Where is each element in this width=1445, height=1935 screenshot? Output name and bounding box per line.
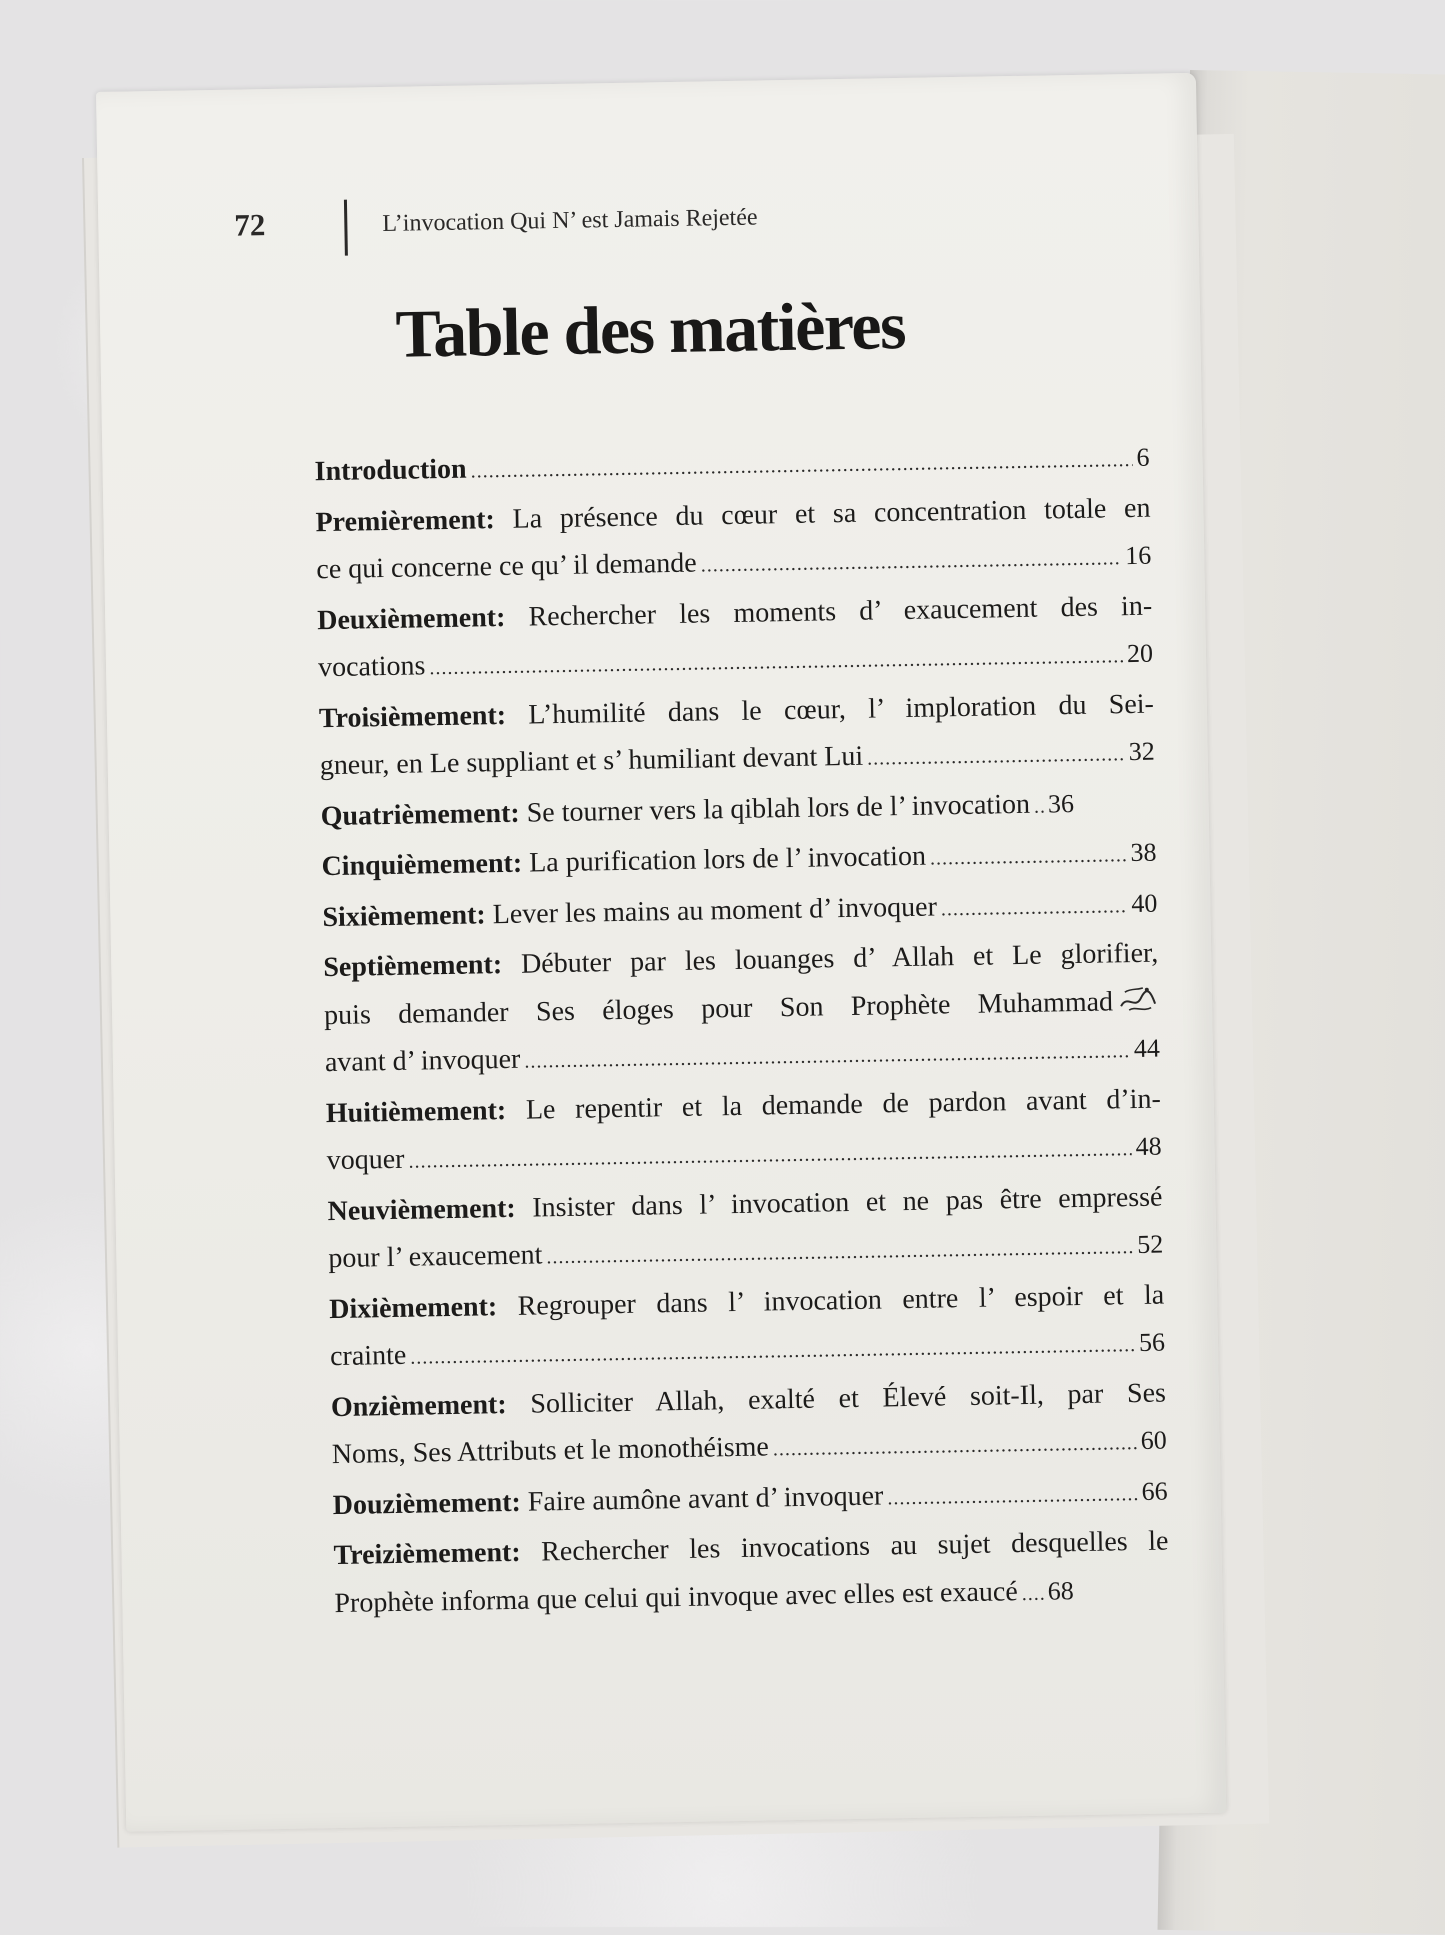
toc-entry-onziemement[interactable] bbox=[331, 1369, 1168, 1482]
toc-entry-dixiemement[interactable] bbox=[329, 1271, 1166, 1384]
toc-text: L’humilité dans le cœur, l’ imploration du Sei- bbox=[528, 688, 1155, 731]
toc-label: Cinquièmement: bbox=[321, 847, 523, 883]
leader-dots bbox=[700, 535, 1121, 590]
running-head-divider bbox=[344, 200, 348, 256]
toc-page-number: 52 bbox=[1137, 1229, 1164, 1260]
toc-label: Douzièmement: bbox=[332, 1486, 522, 1521]
toc-text: La présence du cœur et sa concentration totale en bbox=[512, 492, 1151, 535]
toc-text: pour l’ exaucement bbox=[328, 1239, 543, 1275]
toc-text: Regrouper dans l’ invocation entre l’ espoir et la bbox=[517, 1279, 1165, 1322]
toc-text: Rechercher les invocations au sujet desquelles le bbox=[540, 1525, 1169, 1568]
toc-page-number: 16 bbox=[1124, 540, 1152, 571]
page-number: 72 bbox=[234, 207, 266, 243]
toc-page-number: 6 bbox=[1136, 442, 1150, 472]
toc-label: Septièmement: bbox=[323, 949, 503, 984]
toc-label: Dixièmement: bbox=[329, 1290, 498, 1325]
toc-label: Introduction bbox=[314, 453, 467, 488]
toc-entry-treiziemement[interactable] bbox=[333, 1518, 1170, 1631]
toc-page-number: 66 bbox=[1141, 1476, 1168, 1506]
toc-text: Débuter par les louanges d’ Allah et Le glorifier, bbox=[520, 937, 1159, 980]
toc-label: Treizièmement: bbox=[333, 1536, 521, 1572]
leader-dots bbox=[1021, 1570, 1044, 1618]
toc-entry-premierement[interactable] bbox=[315, 484, 1152, 597]
toc-entry-deuxiemement[interactable] bbox=[317, 582, 1154, 695]
toc-text: Solliciter Allah, exalté et Élevé soit-Il, par Ses bbox=[530, 1377, 1167, 1420]
table-of-contents bbox=[314, 434, 1170, 1630]
toc-page-number: 36 bbox=[1047, 788, 1075, 818]
leader-dots bbox=[867, 731, 1125, 783]
leader-dots bbox=[1034, 783, 1045, 831]
toc-page-number: 32 bbox=[1128, 736, 1155, 767]
book-title: L’invocation Qui N’ est Jamais Rejetée bbox=[382, 204, 758, 238]
toc-text: voquer bbox=[326, 1143, 405, 1177]
sallallahu-alayhi-wasallam-icon bbox=[1117, 983, 1160, 1014]
toc-text: avant d’ invoquer bbox=[324, 1043, 521, 1079]
leader-dots bbox=[930, 832, 1127, 883]
toc-text: puis demander Ses éloges pour Son Prophète Muhammad bbox=[323, 985, 1114, 1031]
toc-page-number: 44 bbox=[1133, 1033, 1161, 1064]
toc-text: crainte bbox=[329, 1339, 407, 1373]
toc-entry-neuviemement[interactable] bbox=[327, 1173, 1164, 1286]
toc-label: Onzièmement: bbox=[330, 1388, 507, 1423]
toc-page-number: 60 bbox=[1140, 1425, 1167, 1455]
toc-text: Rechercher les moments d’ exaucement des in- bbox=[528, 590, 1153, 633]
toc-entry-huitiemement[interactable] bbox=[325, 1075, 1162, 1188]
toc-page-number: 40 bbox=[1131, 888, 1158, 918]
toc-text: Noms, Ses Attributs et le monothéisme bbox=[331, 1431, 770, 1471]
toc-label: Quatrièmement: bbox=[320, 797, 520, 832]
page-title: Table des matières bbox=[394, 286, 906, 372]
toc-text: Se tourner vers la qiblah lors de l’ invocation bbox=[526, 788, 1031, 829]
toc-text: Faire aumône avant d’ invoquer bbox=[527, 1479, 884, 1518]
running-head bbox=[234, 187, 1099, 258]
toc-label: Huitièmement: bbox=[325, 1094, 507, 1129]
toc-entry-troisiemement[interactable] bbox=[319, 680, 1156, 793]
toc-label: Troisièmement: bbox=[318, 699, 507, 734]
leader-dots bbox=[887, 1471, 1138, 1523]
toc-page-number: 20 bbox=[1126, 638, 1154, 669]
toc-label: Premièrement: bbox=[315, 503, 496, 538]
toc-text: Insister dans l’ invocation et ne pas être empressé bbox=[532, 1181, 1163, 1224]
leader-dots bbox=[941, 883, 1128, 934]
toc-text: Le repentir et la demande de pardon avant d’in- bbox=[525, 1083, 1162, 1126]
book-page bbox=[96, 73, 1226, 1832]
toc-page-number: 38 bbox=[1130, 837, 1157, 868]
toc-label: Sixièmement: bbox=[322, 898, 486, 933]
toc-page-number: 56 bbox=[1138, 1327, 1166, 1357]
toc-text: gneur, en Le suppliant et s’ humiliant devant Lui bbox=[319, 740, 864, 782]
toc-page-number: 68 bbox=[1047, 1575, 1074, 1606]
toc-text: Lever les mains au moment d’ invoquer bbox=[492, 890, 938, 930]
toc-text: ce qui concerne ce qu’ il demande bbox=[316, 547, 697, 586]
toc-entry-septiemement[interactable] bbox=[323, 930, 1160, 1090]
toc-page-number: 48 bbox=[1135, 1131, 1162, 1162]
toc-label: Neuvièmement: bbox=[327, 1192, 516, 1227]
toc-text: Prophète informa que celui qui invoque avec elles est exaucé bbox=[334, 1575, 1018, 1619]
toc-text: La purification lors de l’ invocation bbox=[528, 840, 927, 879]
toc-text: vocations bbox=[317, 650, 426, 684]
toc-label: Deuxièmement: bbox=[316, 601, 506, 636]
leader-dots bbox=[772, 1420, 1137, 1474]
